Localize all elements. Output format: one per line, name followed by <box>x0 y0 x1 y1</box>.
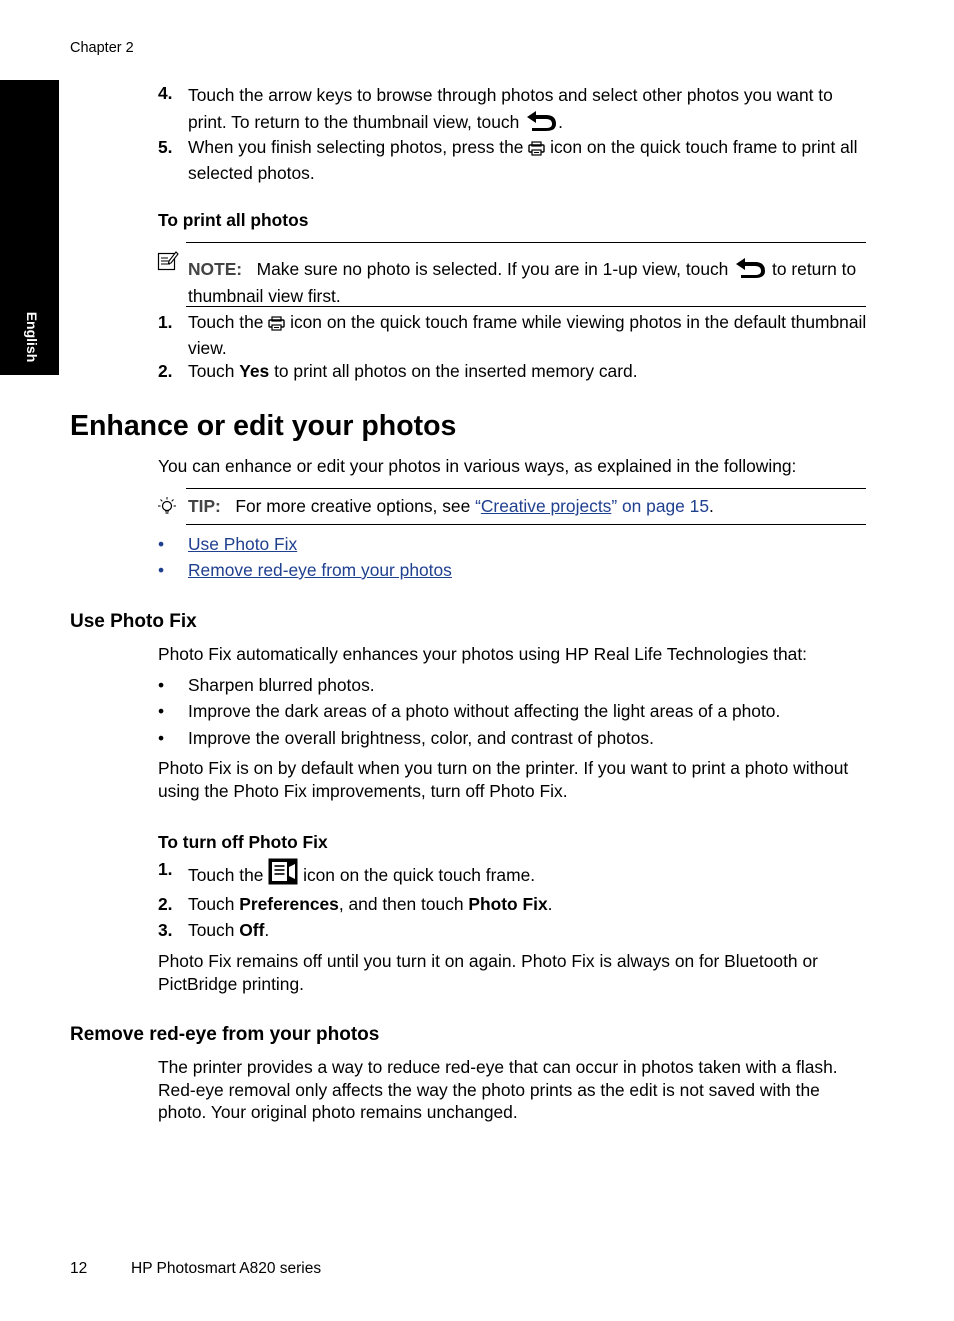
step-text-part: icon on the quick touch frame to print all selected photos. <box>188 137 858 183</box>
step-text-part: Touch <box>188 920 240 940</box>
note-text-part: Make sure no photo is selected. If you are in 1-up view, touch <box>256 259 734 279</box>
step-number: 1. <box>158 859 173 879</box>
divider <box>186 242 866 243</box>
paragraph: The printer provides a way to reduce red-eye that can occur in photos taken with a flash. Red-eye removal only affects the way the photo prints as the edit is not saved with the photo. Your original photo remains unchanged. <box>158 1057 838 1122</box>
step-text-part: , and then touch <box>338 894 469 914</box>
bullet: • <box>158 560 165 580</box>
tip-lightbulb-icon <box>156 496 178 524</box>
step-text-part: icon on the quick touch frame. <box>298 865 536 885</box>
creative-projects-link[interactable]: Creative projects <box>480 496 612 516</box>
step-text-part: Touch the <box>188 312 269 332</box>
step-text-part: icon on the quick touch frame while viewing photos in the default thumbnail view. <box>188 312 867 358</box>
step-text-part: . <box>264 920 270 940</box>
tip-text <box>188 495 868 518</box>
step-text <box>188 360 868 383</box>
step-text-part: . <box>558 112 563 132</box>
step-number: 3. <box>158 920 173 940</box>
list-item: Improve the dark areas of a photo without affecting the light areas of a photo. <box>188 701 781 721</box>
step-text <box>188 136 868 184</box>
intro-paragraph: You can enhance or edit your photos in various ways, as explained in the following: <box>158 456 797 476</box>
section-subheading: To turn off Photo Fix <box>158 832 328 852</box>
bullet: • <box>158 728 165 748</box>
tip-link-quote: “ <box>475 496 481 516</box>
step-text-bold: Photo Fix <box>468 894 548 914</box>
remove-red-eye-link[interactable]: Remove red-eye from your photos <box>188 560 452 580</box>
note-icon <box>157 250 179 278</box>
step-text-bold: Preferences <box>239 894 339 914</box>
paragraph: Photo Fix automatically enhances your photos using HP Real Life Technologies that: <box>158 644 807 664</box>
divider <box>186 524 866 525</box>
paragraph: Photo Fix is on by default when you turn on the printer. If you want to print a photo without using the Photo Fix improvements, turn off Photo Fix. <box>158 758 849 801</box>
step-text-part: Touch the arrow keys to browse through photos and select other photos you want to print. To return to the thumbnail view, touch <box>188 85 833 132</box>
bullet: • <box>158 675 165 695</box>
step-number: 2. <box>158 361 173 381</box>
step-text-part: . <box>547 894 553 914</box>
language-side-tab-label: English <box>24 311 40 363</box>
step-text-part: Touch <box>188 361 240 381</box>
menu-icon <box>268 858 298 893</box>
step-text-part: Touch the <box>188 865 269 885</box>
paragraph: Photo Fix remains off until you turn it on again. Photo Fix is always on for Bluetooth or PictBridge printing. <box>158 951 818 994</box>
tip-link-page-ref[interactable]: ” on page 15 <box>611 496 710 516</box>
step-text <box>188 893 868 916</box>
step-number: 4. <box>158 83 173 103</box>
use-photo-fix-link[interactable]: Use Photo Fix <box>188 534 298 554</box>
step-text <box>188 311 868 359</box>
step-text <box>188 919 868 942</box>
step-text-part: Touch <box>188 894 240 914</box>
chapter-header: Chapter 2 <box>70 40 134 56</box>
note-text-part: to return to thumbnail view first. <box>188 259 857 306</box>
tip-text-part: For more creative options, see <box>235 496 476 516</box>
bullet: • <box>158 534 165 554</box>
note-label: NOTE: <box>188 259 243 279</box>
subsection-title: Use Photo Fix <box>70 611 197 632</box>
page-number: 12 <box>70 1260 88 1277</box>
step-number: 5. <box>158 137 173 157</box>
back-arrow-icon <box>733 255 767 285</box>
subsection-title: Remove red-eye from your photos <box>70 1024 380 1045</box>
step-number: 2. <box>158 894 173 914</box>
note-text <box>188 255 868 307</box>
list-item: Improve the overall brightness, color, and contrast of photos. <box>188 728 654 748</box>
step-text-part: When you finish selecting photos, press the <box>188 137 529 157</box>
tip-label: TIP: <box>188 496 221 516</box>
step-text <box>188 858 868 893</box>
divider <box>186 488 866 489</box>
step-text-bold: Off <box>239 920 265 940</box>
step-number: 1. <box>158 312 173 332</box>
list-item: Sharpen blurred photos. <box>188 675 375 695</box>
print-icon <box>528 139 545 162</box>
section-subheading: To print all photos <box>158 210 309 230</box>
print-icon <box>268 314 285 337</box>
section-title: Enhance or edit your photos <box>70 410 457 442</box>
step-text <box>188 82 868 139</box>
bullet: • <box>158 701 165 721</box>
step-text-part: to print all photos on the inserted memory card. <box>269 361 638 381</box>
footer-title: HP Photosmart A820 series <box>131 1260 322 1277</box>
back-arrow-icon <box>524 108 558 139</box>
step-text-bold: Yes <box>239 361 270 381</box>
tip-text-part: . <box>709 496 714 516</box>
divider <box>186 306 866 307</box>
